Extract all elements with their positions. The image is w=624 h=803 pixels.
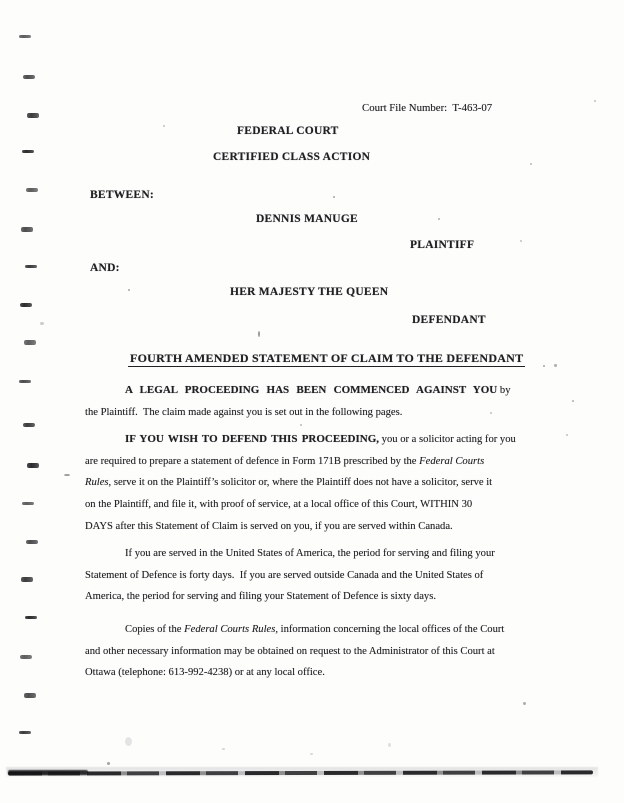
- text-run: you or a solicitor acting for you: [379, 434, 516, 445]
- proceeding-type: CERTIFIED CLASS ACTION: [213, 151, 371, 163]
- binding-mark: [21, 577, 33, 582]
- paragraph-copies-rules: [85, 619, 504, 684]
- binding-mark: [22, 502, 34, 505]
- binding-mark: [26, 540, 38, 544]
- scan-speck: [566, 434, 568, 436]
- bold-run: A LEGAL PROCEEDING HAS BEEN COMMENCED AGAINST YOU: [125, 384, 498, 396]
- binding-mark: [20, 655, 32, 659]
- scan-speck: [163, 125, 165, 127]
- paragraph-line: America, the period for serving and filing your Statement of Defence is sixty days.: [85, 591, 436, 603]
- paragraph-line: [85, 451, 516, 473]
- scan-speck: [128, 289, 130, 291]
- scan-speck: [40, 322, 44, 325]
- paragraph-line: and other necessary information may be obtained on request to the Administrator of this Court at: [85, 645, 495, 657]
- scan-speck: [107, 762, 110, 765]
- plaintiff-name: DENNIS MANUGE: [256, 213, 358, 225]
- court-file-number: Court File Number: T-463-07: [362, 102, 493, 114]
- scan-speck: [300, 424, 302, 426]
- binding-mark: [19, 380, 31, 383]
- binding-mark: [20, 303, 32, 307]
- scan-speck: [530, 163, 532, 165]
- binding-mark: [24, 693, 36, 698]
- paragraph-legal-proceeding: [85, 380, 511, 423]
- paragraph-served-abroad: [85, 543, 495, 608]
- scan-speck: [333, 196, 335, 198]
- binding-mark: [26, 188, 38, 192]
- scan-speck: [543, 365, 545, 367]
- plaintiff-role: PLAINTIFF: [410, 239, 475, 251]
- paragraph-line: If you are served in the United States of America, the period for serving and filing your: [125, 548, 495, 559]
- text-run: are required to prepare a statement of defence in Form 171B prescribed by the: [85, 455, 420, 467]
- scan-speck: [520, 240, 522, 242]
- bold-run: IF YOU WISH TO DEFEND THIS PROCEEDING,: [125, 433, 380, 445]
- text-run: by: [497, 385, 511, 396]
- italic-run: Rules: [85, 477, 109, 489]
- scan-speck: [222, 748, 225, 750]
- scan-speck: [258, 331, 260, 337]
- paragraph-line: [85, 619, 504, 641]
- paragraph-defend-proceeding: [85, 429, 516, 537]
- scan-speck: [490, 412, 492, 414]
- claim-title-wrap: [128, 349, 525, 367]
- scan-speck: [594, 100, 596, 102]
- scan-speck: [438, 218, 440, 220]
- binding-mark: [23, 75, 35, 79]
- paragraph-line: the Plaintiff. The claim made against you is set out in the following pages.: [85, 406, 403, 418]
- paragraph-line: [85, 380, 511, 402]
- scan-speck: [125, 737, 132, 746]
- binding-mark: [27, 463, 39, 468]
- paragraph-line: Statement of Defence is forty days. If you are served outside Canada and the United States of: [85, 569, 484, 581]
- and-label: AND:: [90, 262, 120, 274]
- scan-speck: [310, 753, 313, 755]
- binding-mark: [19, 731, 31, 734]
- between-label: BETWEEN:: [90, 189, 154, 201]
- binding-mark: [22, 150, 34, 153]
- italic-run: Federal Courts Rules,: [184, 624, 279, 635]
- scan-speck: [388, 743, 391, 747]
- binding-mark: [27, 113, 39, 118]
- paragraph-line: Ottawa (telephone: 613-992-4238) or at any local office.: [85, 667, 325, 679]
- text-run: Copies of the: [125, 624, 185, 635]
- court-name: FEDERAL COURT: [237, 125, 339, 137]
- binding-mark: [19, 35, 31, 38]
- defendant-role: DEFENDANT: [412, 314, 486, 326]
- italic-run: Federal Courts: [419, 455, 485, 467]
- scan-speck: [64, 474, 70, 476]
- binding-mark: [25, 616, 37, 619]
- scan-speck: [572, 400, 574, 402]
- binding-mark: [23, 423, 35, 427]
- text-run: , serve it on the Plaintiff’s solicitor or, where the Plaintiff does not have a solicitor, serve it: [108, 477, 493, 489]
- binding-mark: [25, 265, 37, 268]
- binding-mark: [24, 340, 36, 345]
- defendant-name: HER MAJESTY THE QUEEN: [230, 286, 389, 298]
- paragraph-line: on the Plaintiff, and file it, with proof of service, at a local office of this Court, WITHIN 30: [85, 499, 473, 511]
- paragraph-line: [85, 472, 516, 494]
- scan-speck: [523, 702, 526, 705]
- bottom-scan-line-start: [8, 770, 88, 775]
- scan-speck: [554, 364, 557, 367]
- binding-mark: [21, 227, 33, 232]
- claim-title: FOURTH AMENDED STATEMENT OF CLAIM TO THE DEFENDANT: [130, 351, 524, 365]
- paragraph-line: DAYS after this Statement of Claim is served on you, if you are served within Canada.: [85, 520, 453, 532]
- text-run: information concerning the local offices of the Court: [278, 624, 505, 635]
- paragraph-line: [85, 429, 516, 451]
